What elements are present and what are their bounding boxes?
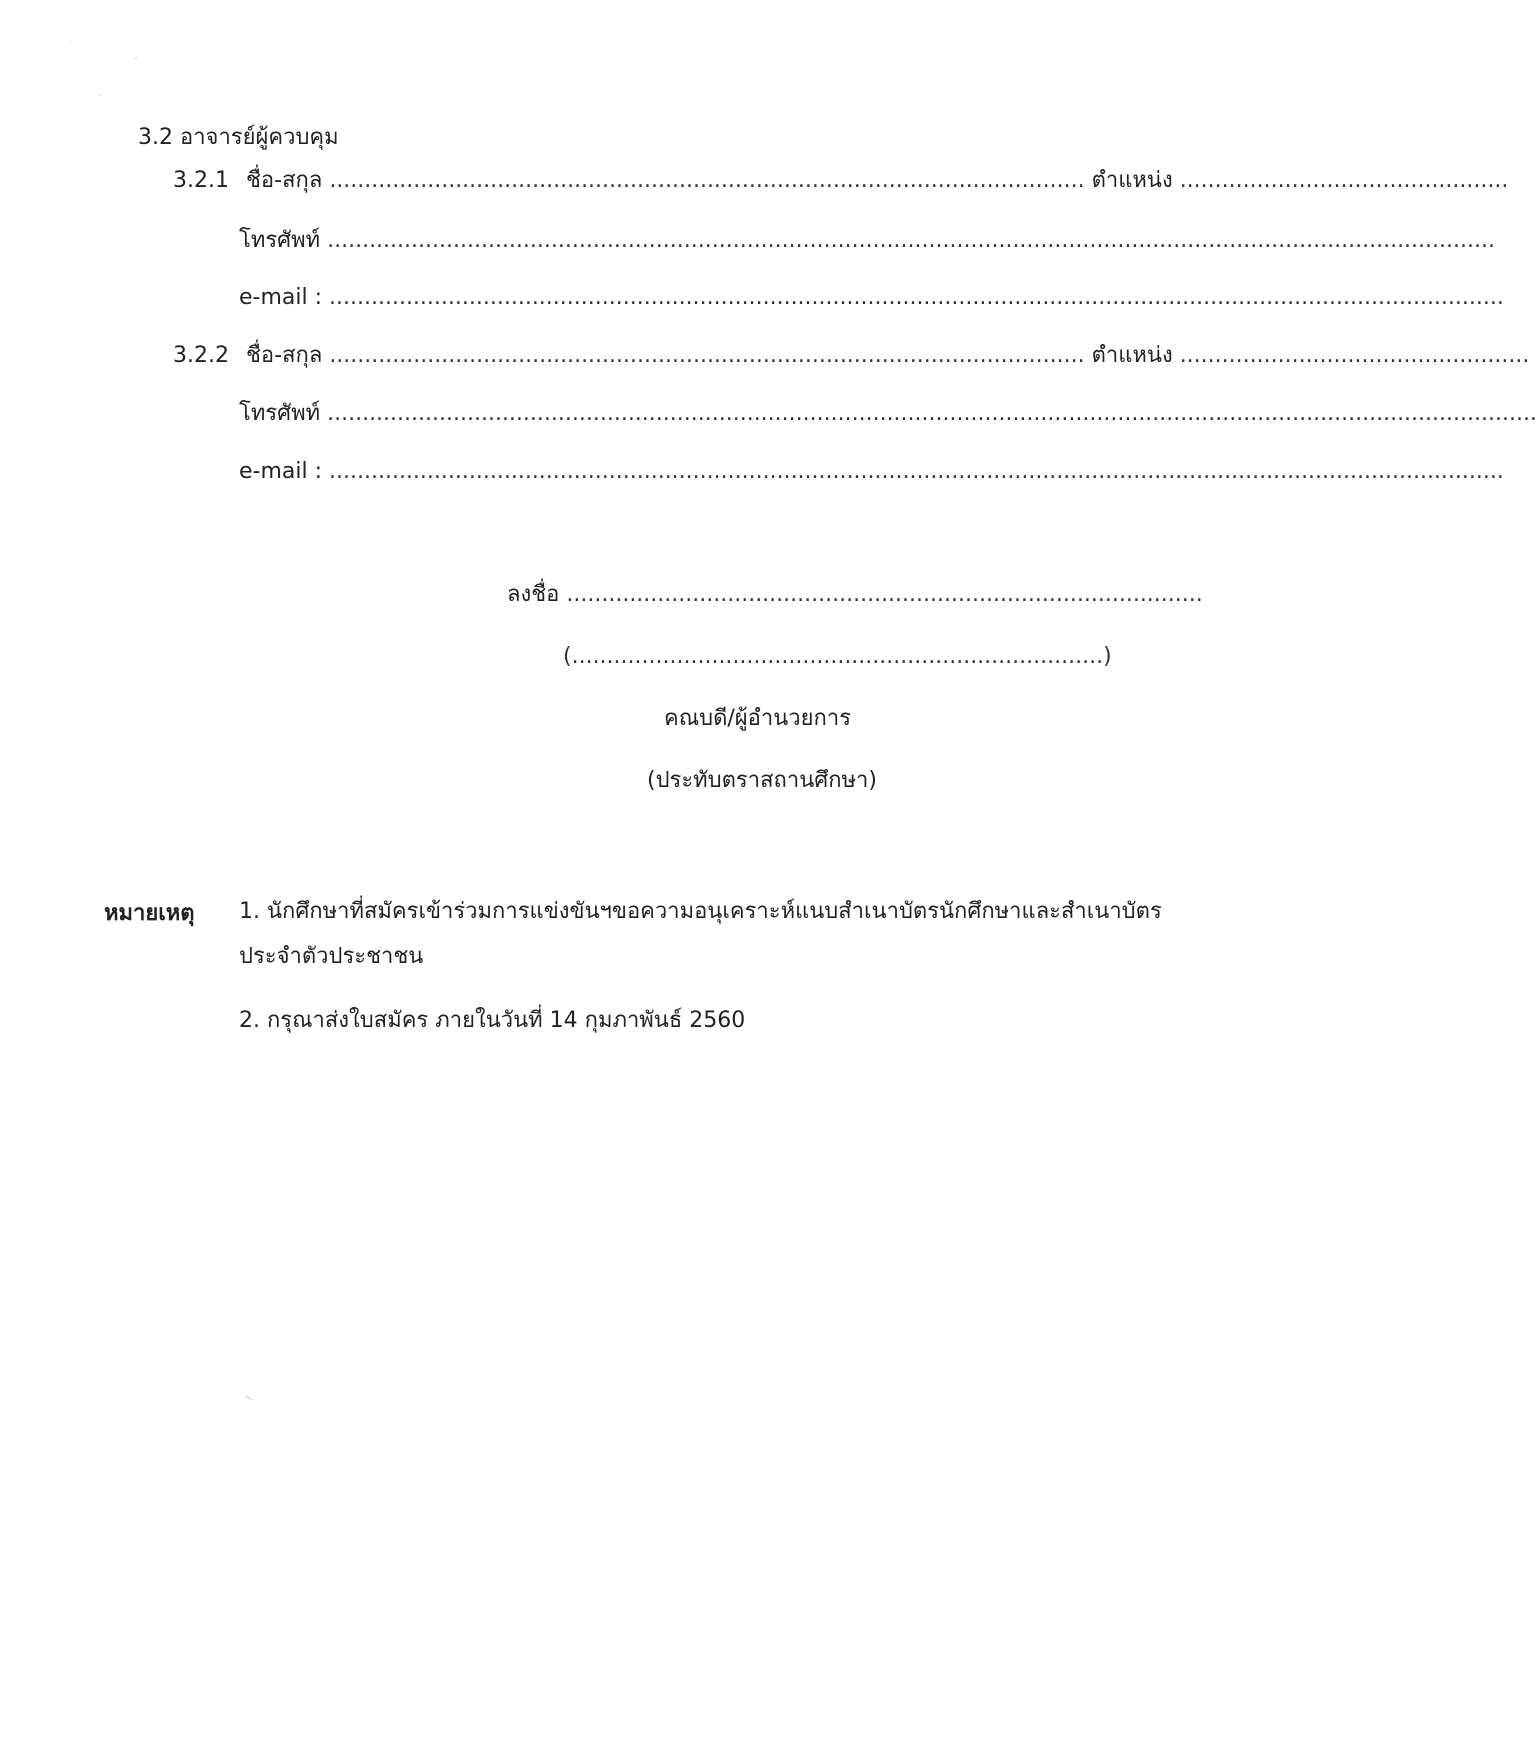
scan-mark-top-left-3: · [98, 91, 102, 102]
advisor-1-phone-field[interactable]: ....................................................................................................................................................................... [327, 228, 1495, 253]
note-1-line-2 [239, 942, 423, 972]
advisor-1-email-label: e-mail : [239, 285, 323, 310]
note-1-line-1 [239, 897, 1162, 927]
advisor-2-name-label: ชื่อ-สกุล [246, 343, 323, 368]
notes-label-text: หมายเหตุ [104, 901, 195, 926]
scan-mark-top-left-1: · [68, 37, 72, 48]
signature-label: ลงชื่อ [507, 582, 560, 607]
advisor-2-email-field[interactable]: ........................................................................................................................................................................ [329, 459, 1504, 484]
advisor-1-phone-label: โทรศัพท์ [239, 228, 321, 253]
advisor-1-number: 3.2.1 [173, 168, 229, 193]
advisor-2-position-field[interactable]: .................................................. [1179, 343, 1530, 368]
note-2-text: 2. กรุณาส่งใบสมัคร ภายในวันที่ 14 กุมภาพันธ์ 2560 [239, 1008, 746, 1033]
advisor-1-name-row [173, 166, 1508, 196]
advisor-2-email-row [239, 457, 1504, 487]
advisor-1-name-label: ชื่อ-สกุล [246, 168, 323, 193]
signature-row [507, 580, 1203, 610]
signature-role-text: คณบดี/ผู้อำนวยการ [664, 706, 852, 731]
advisor-2-phone-row [239, 399, 1537, 429]
signature-name-parentheses[interactable] [563, 642, 1112, 672]
signature-name-field[interactable]: (............................................................................) [563, 644, 1112, 669]
advisor-2-name-row [173, 341, 1529, 371]
advisor-1-position-field[interactable]: ............................................... [1179, 168, 1509, 193]
advisor-2-number: 3.2.2 [173, 343, 229, 368]
section-title-text: 3.2 อาจารย์ผู้ควบคุม [138, 125, 339, 150]
seal-note [647, 766, 877, 796]
scan-mark-top-left-2: ˇ [133, 57, 138, 68]
advisor-1-name-field[interactable]: ............................................................................................................ [329, 168, 1085, 193]
advisor-1-email-row [239, 283, 1504, 313]
note-2 [239, 1006, 745, 1036]
advisor-2-phone-label: โทรศัพท์ [239, 401, 321, 426]
signature-field[interactable]: ........................................................................................... [566, 582, 1203, 607]
advisor-2-email-label: e-mail : [239, 459, 323, 484]
advisor-1-email-field[interactable]: ........................................................................................................................................................................ [329, 285, 1504, 310]
scan-mark-bottom-left: ─ [242, 1392, 254, 1405]
seal-note-text: (ประทับตราสถานศึกษา) [647, 768, 877, 793]
advisor-2-phone-field[interactable]: ............................................................................................................................................................................. [327, 401, 1537, 426]
note-1-text-line-1: 1. นักศึกษาที่สมัครเข้าร่วมการแข่งขันฯขอความอนุเคราะห์แนบสำเนาบัตรนักศึกษาและสำเนาบัตร [239, 899, 1162, 924]
section-title [138, 123, 339, 153]
advisor-2-name-field[interactable]: ............................................................................................................ [329, 343, 1085, 368]
notes-label [104, 899, 195, 929]
signature-role [664, 704, 851, 734]
advisor-1-phone-row [239, 226, 1495, 256]
advisor-1-position-label: ตำแหน่ง [1091, 168, 1173, 193]
note-1-text-line-2: ประจำตัวประชาชน [239, 944, 424, 969]
advisor-2-position-label: ตำแหน่ง [1091, 343, 1173, 368]
